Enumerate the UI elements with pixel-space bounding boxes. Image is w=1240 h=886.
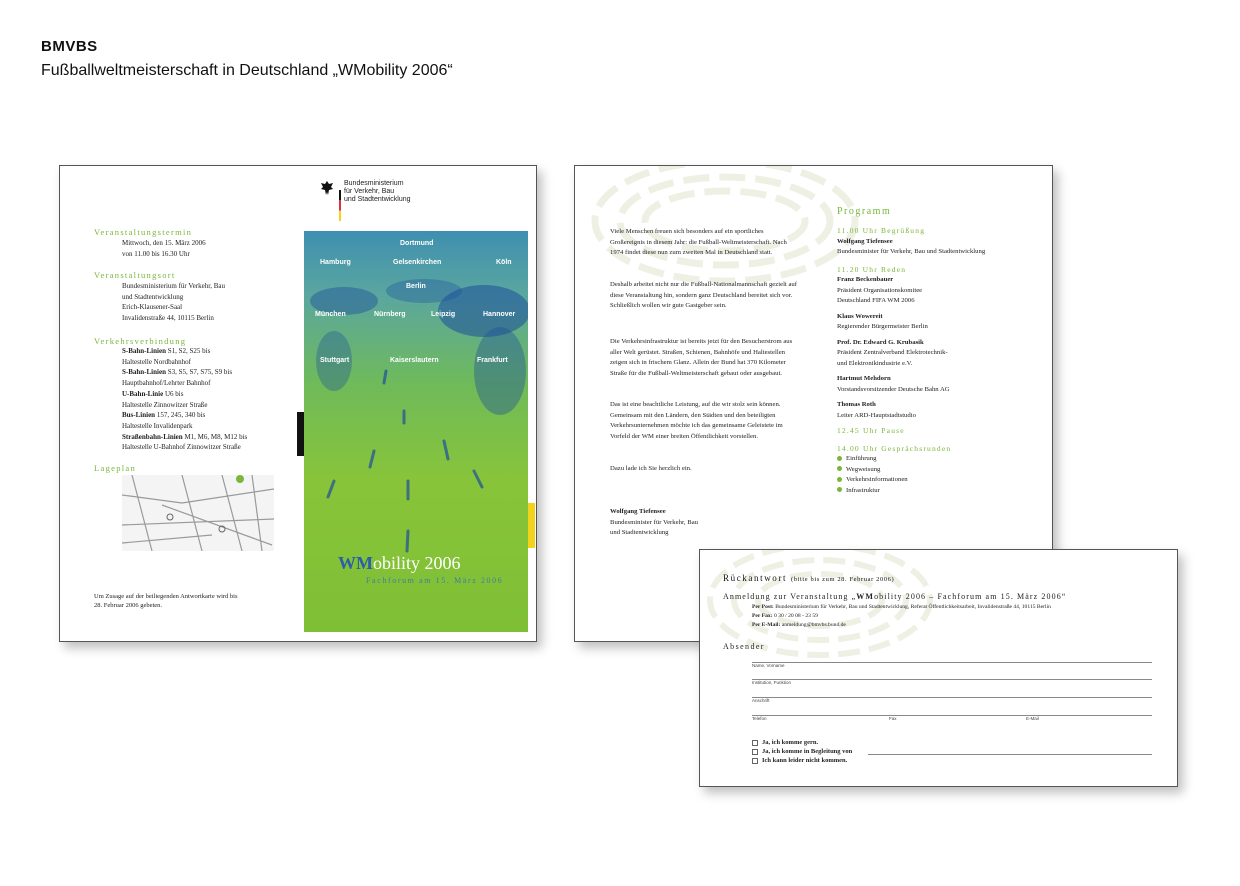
checkbox[interactable] [752,758,758,764]
city-label: Hamburg [320,259,351,266]
verbindung-text: S-Bahn-Linien S1, S2, S25 bis Haltestelle Nordbahnhof S-Bahn-Linien S3, S5, S7, S75, S9 bis Hauptbahnhof/Lehrter Bahnhof U-Bahn-Linie U6 bis Haltestelle Zinnowitzer Straße Bus-Linien 157, 245, 340 bis Haltestelle Invalidenpark Straßenbahn-Linien M1, M6, M8, M12 bis Haltestelle U-Bahnhof Zinnowitzer Straße [122,347,248,452]
city-label: Köln [496,259,512,266]
program-title: Programm [837,206,892,217]
intro-paragraph: Das ist eine beachtliche Leistung, auf die wir stolz sein können. Gemeinsam mit den Ländern, den Städten und den beteiligten Verkehrsunternehmen möchte ich das gemeinsame Geleistete im Vorfeld der WM einer breiten Öffentlichkeit vorstellen. [610,401,783,440]
option-attend-with-guest[interactable]: Ja, ich komme in Begleitung von [752,748,852,755]
ort-text: Bundesministerium für Verkehr, Bau und Stadtentwicklung Erich-Klausener-Saal Invalidenstraße 44, 10115 Berlin [122,282,226,323]
bullet-icon [837,466,842,471]
tab-gold [528,503,535,548]
name-field-label: Name, Vorname [752,663,785,668]
page-subtitle: Fußballweltmeisterschaft in Deutschland „WMobility 2006“ [41,62,453,79]
city-label: Stuttgart [320,357,350,364]
cover-title: WMobility 2006 [338,553,461,573]
bullet-icon [837,487,842,492]
tab-black [297,412,304,456]
institution-field-label: Institution, Funktion [752,680,792,685]
city-label: Gelsenkirchen [393,259,442,266]
city-label: Berlin [406,283,426,290]
city-label: Nürnberg [374,311,406,318]
flyer-page-info [59,165,537,642]
address-field-label: Anschrift [752,698,770,703]
checkbox[interactable] [752,749,758,755]
brand-title: BMVBS [41,38,98,55]
bullet-icon [837,477,842,482]
intro-paragraph: Dazu lade ich Sie herzlich ein. [610,465,692,472]
checkbox[interactable] [752,740,758,746]
city-label: Frankfurt [477,357,508,364]
heading-ort: Veranstaltungsort [94,270,176,280]
reply-card [699,549,1178,787]
option-attend[interactable]: Ja, ich komme gern. [752,739,818,746]
name-field[interactable] [752,662,1152,663]
intro-paragraph: Viele Menschen freuen sich besonders auf ein sportliches Großereignis in diesem Jahr: die Fußball-Weltmeisterschaft. Nach 1974 findet diese nun zum zweiten Mal in Deutschland statt. [610,228,787,256]
phone-fax-mail-field[interactable] [752,715,1152,716]
phone-field-label: Telefon [752,716,767,721]
location-map [122,475,274,551]
footnote: Um Zusage auf der beiliegenden Antwortkarte wird bis 28. Februar 2006 gebeten. [94,593,238,609]
eagle-logo-icon [320,180,334,196]
city-label: Kaiserslautern [390,357,439,364]
cover-subtitle: Fachforum am 15. März 2006 [366,576,504,585]
guest-field[interactable] [868,754,1152,755]
city-label: Leipzig [431,311,456,318]
fax-field-label: Fax [889,716,897,721]
ministry-name: Bundesministerium für Verkehr, Bau und Stadtentwicklung [344,180,411,203]
bullet-icon [837,456,842,461]
email-field-label: E-Mail [1026,716,1039,721]
cover-image [304,231,528,632]
sender-heading: Absender [723,642,765,651]
heading-termin: Veranstaltungstermin [94,227,193,237]
city-label: Dortmund [400,240,434,247]
option-decline[interactable]: Ich kann leider nicht kommen. [752,757,847,764]
address-field[interactable] [752,697,1152,698]
card-registration-line: Anmeldung zur Veranstaltung „WMobility 2006 – Fachforum am 15. März 2006“ [723,592,1067,601]
card-contact: Per Post: Bundesministerium für Verkehr, Bau und Stadtentwicklung, Referat Öffentlichkeitsarbeit, Invalidenstraße 44, 10115 Berlin Per Fax: 0 30 / 20 08 - 23 59 Per E-Mail: anmeldung@bmvbs.bund.de [752,604,1051,628]
intro-paragraph: Die Verkehrsinfrastruktur ist bereits jetzt für den Besucherstrom aus aller Welt gerüstet. Straßen, Schienen, Bahnhöfe und Haltestellen zeigen sich in frischem Glanz. Allein der Bund hat 370 Kilometer Straße für die Fußball-Weltmeisterschaft gebaut oder ausgebaut. [610,338,793,377]
intro-paragraph: Deshalb arbeitet nicht nur die Fußball-Nationalmannschaft gezielt auf diese Veranstaltung hin, sondern ganz Deutschland bereitet sich vor. Schließlich wollen wir gute Gastgeber sein. [610,281,797,309]
card-title: Rückantwort (bitte bis zum 28. Februar 2006) [723,573,895,583]
city-label: München [315,311,346,318]
city-label: Hannover [483,311,516,318]
flag-stripe [339,190,341,221]
heading-lageplan: Lageplan [94,463,137,473]
institution-field[interactable] [752,679,1152,680]
program-list: 11.00 Uhr Begrüßung Wolfgang Tiefensee Bundesminister für Verkehr, Bau und Stadtentwicklung 11.20 Uhr Reden Franz Beckenbauer Präsident Organisationskomitee Deutschland FIFA WM 2006 Klaus Wowereit Regierender Bürgermeister Berlin Prof. Dr. Edward G. Krubasik Präsident Zentralverband Elektrotechnik- und Elektronikindustrie e.V. Hartmut Mehdorn Vorstandsvorsitzender Deutsche Bahn AG Thomas Roth Leiter ARD-Hauptstadtstudio 12.45 Uhr Pause 14.00 Uhr Gesprächsrunden Einführung Wegweisung Verkehrsinformationen Infrastruktur [837,226,986,494]
termin-text: Mittwoch, den 15. März 2006 von 11.00 bis 16.30 Uhr [122,239,206,258]
heading-verbindung: Verkehrsverbindung [94,336,187,346]
signature: Wolfgang Tiefensee Bundesminister für Verkehr, Bau und Stadtentwicklung [610,508,699,536]
